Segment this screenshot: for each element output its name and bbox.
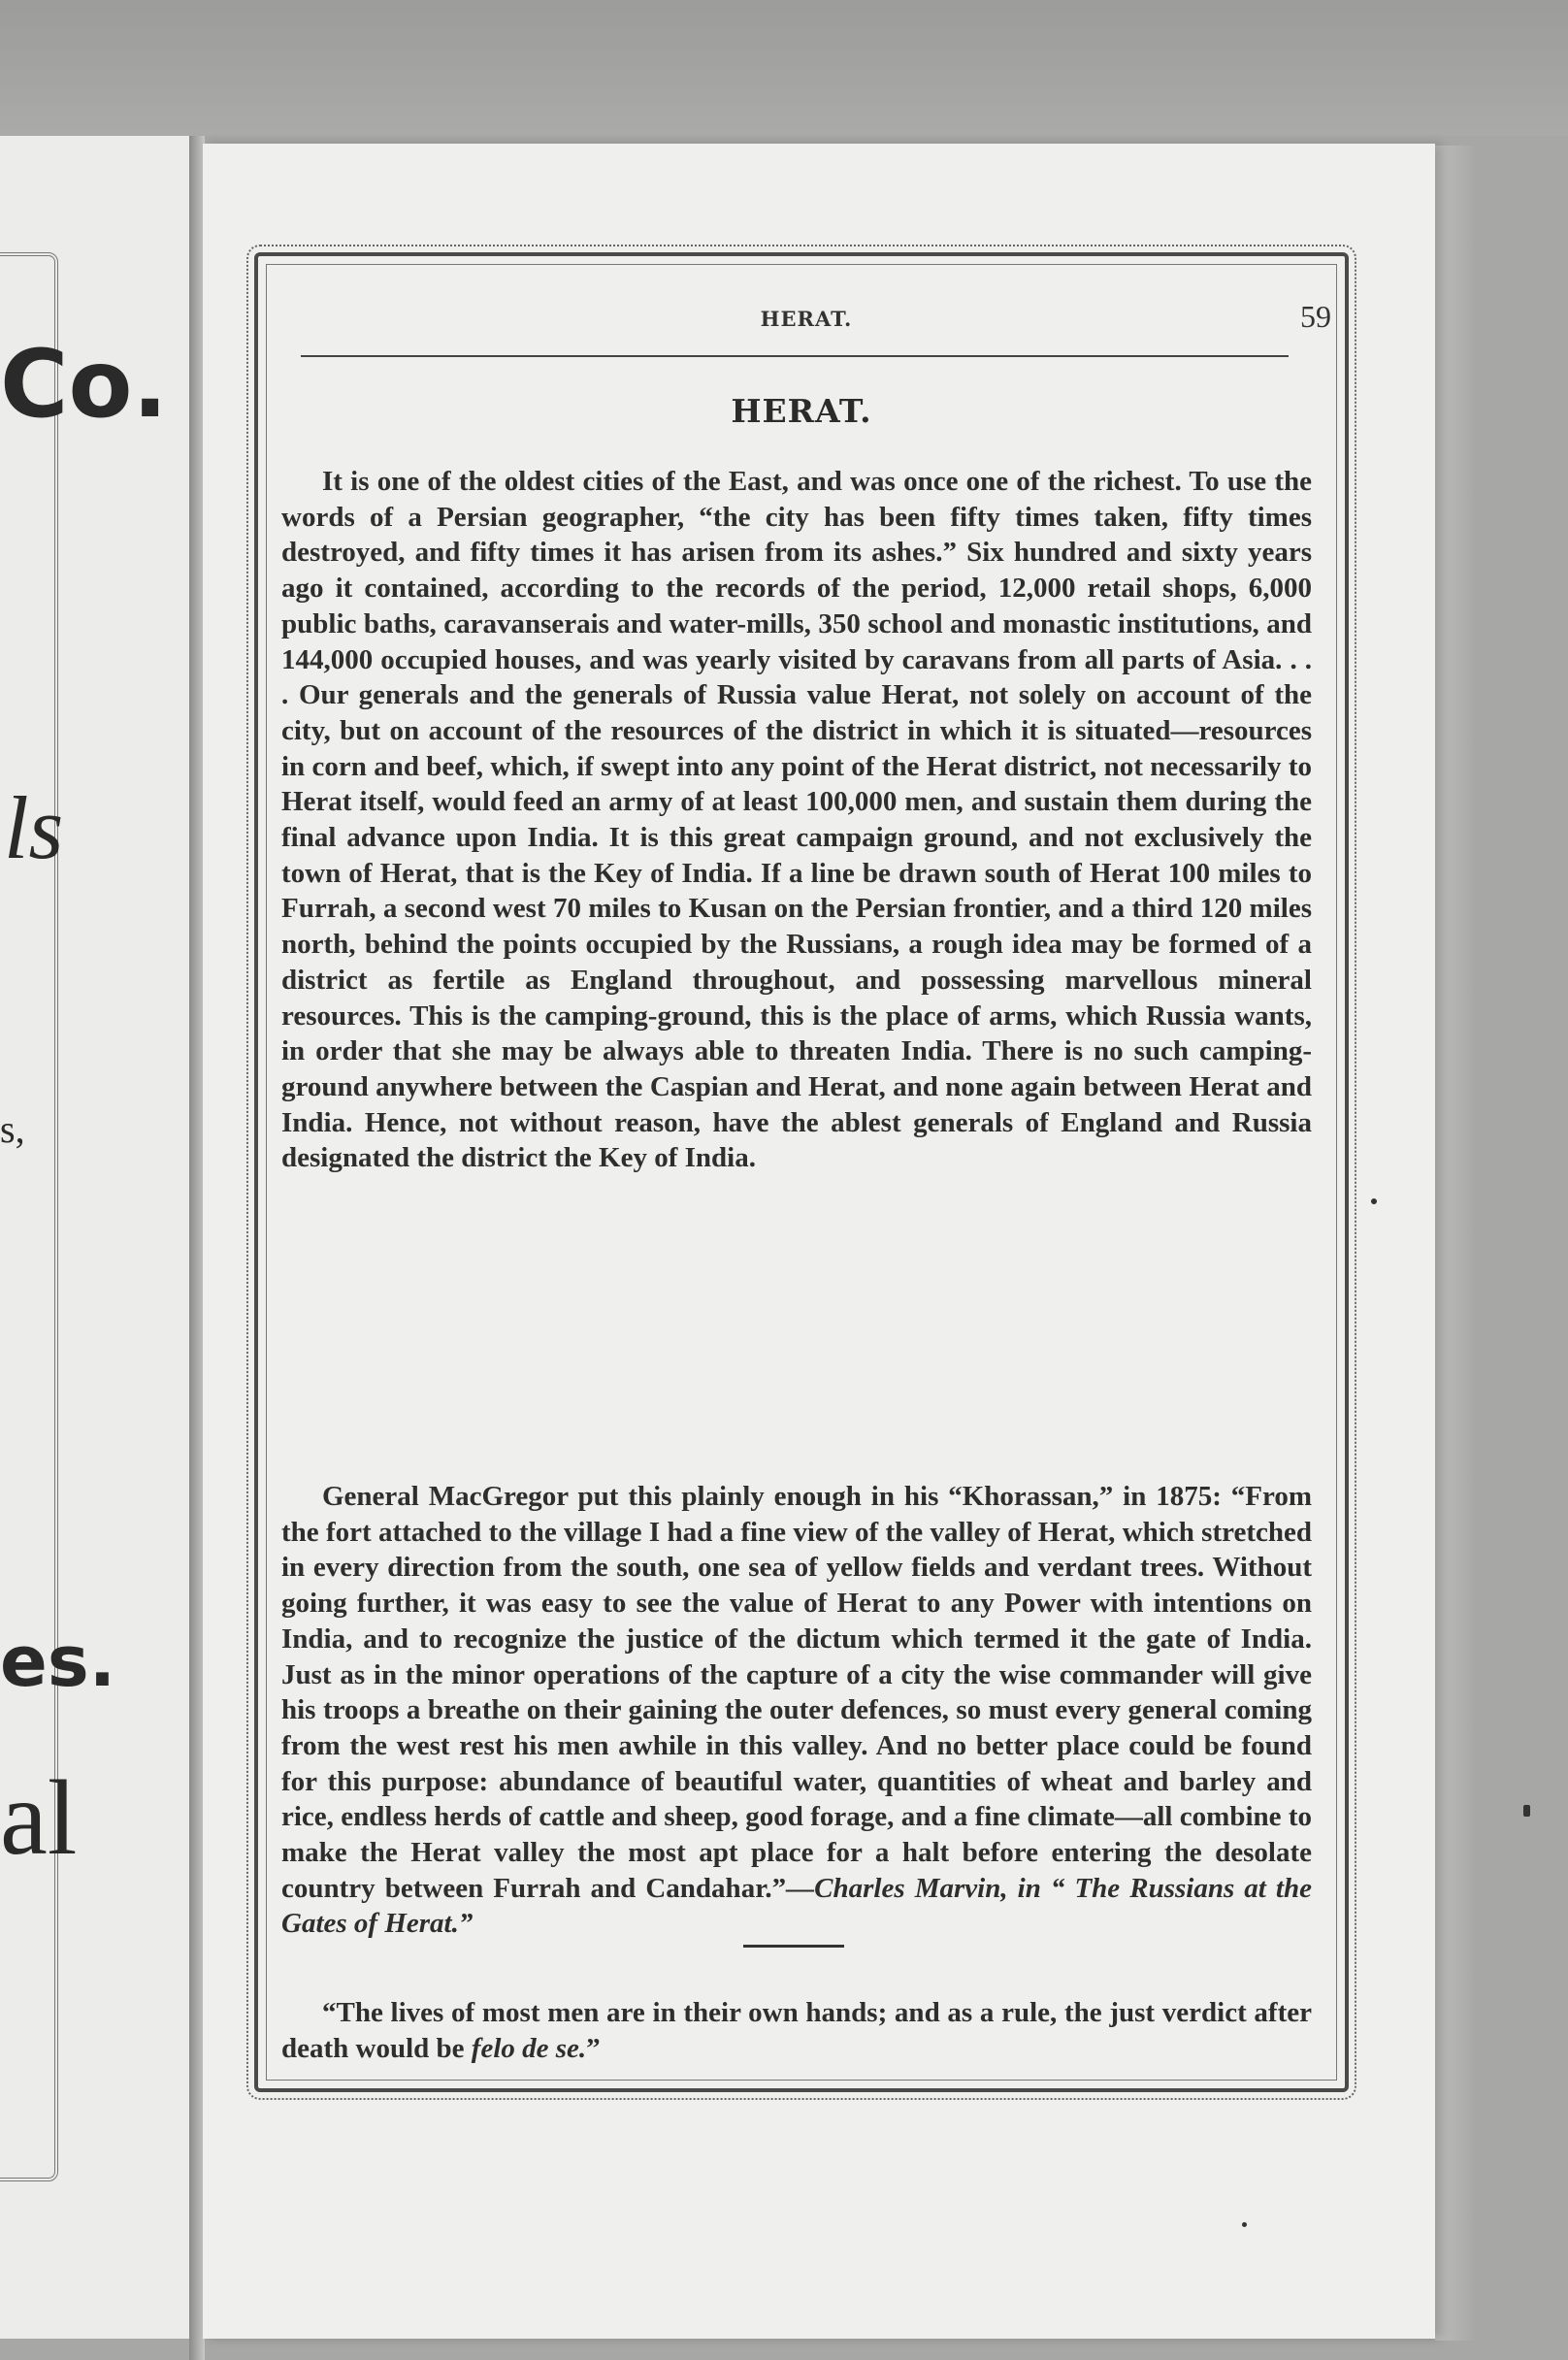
article-paragraph — [281, 1479, 1312, 1942]
quote-closing: ” — [586, 2032, 601, 2064]
page-number: 59 — [1300, 299, 1331, 334]
left-facing-page — [0, 136, 189, 2339]
closing-quote — [281, 1995, 1312, 2066]
article-paragraph: It is one of the oldest cities of the East, and was once one of the richest. To use the words of a Persian geographer, “the city has been fifty times taken, fifty times destroyed, and fifty times it has arisen from its ashes.” Six hundred and sixty years ago it contained, according to the records of the period, 12,000 retail shops, 6,000 public baths, caravanserais and water-mills, 350 school and monastic institutions, and 144,000 occupied houses, and was yearly visited by caravans from all parts of Asia. . . . Our generals and the generals of Russia value Herat, not solely on account of the city, but on account of the resources of the district in which it is situated—resources in corn and beef, which, if swept into any point of the Herat district, not necessarily to Herat itself, would feed an army of at least 100,000 men, and sustain them during the final advance upon India. It is this great campaign ground, and not exclusively the town of Herat, that is the Key of India. If a line be drawn south of Herat 100 miles to Furrah, a second west 70 miles to Kusan on the Persian frontier, and a third 120 miles north, behind the points occupied by the Russians, a rough idea may be formed of a district as fertile as England throughout, and possessing marvellous mineral resources. This is the camping-ground, this is the place of arms, which Russia wants, in order that she may be always able to threaten India. There is no such camping-ground anywhere between the Caspian and Herat, and none again between Herat and India. Hence, not without reason, have the ablest generals of England and Russia designated the district the Key of India. — [281, 466, 1312, 1174]
scan-speck — [1242, 2222, 1247, 2227]
article-attribution: —Charles Marvin, in “ The Russians at the Gates of Herat.” — [281, 1872, 1312, 1940]
left-page-fragment: Co. — [0, 330, 168, 439]
scan-speck — [1523, 1805, 1530, 1817]
left-page-border — [0, 252, 58, 2181]
scan-background — [0, 0, 1568, 136]
left-page-fragment: s, — [0, 1107, 25, 1151]
article-title: HERAT. — [731, 392, 872, 430]
left-page-fragment: ls — [4, 778, 64, 877]
book-page — [203, 144, 1435, 2339]
page-edge — [1435, 146, 1474, 2341]
section-divider — [743, 1945, 844, 1948]
quote-text: “The lives of most men are in their own hands; and as a rule, the just verdict after death would be — [281, 1997, 1312, 2064]
article-paragraph-text: General MacGregor put this plainly enough in his “Khorassan,” in 1875: “From the fort attached to the village I had a fine view of the valley of Herat, which stretched in every direction from the south, one sea of yellow fields and verdant trees. Without going further, it was easy to see the value of Herat to any Power with intentions on India, and to recognize the justice of the dictum which termed it the gate of India. Just as in the minor operations of the capture of a city the wise commander will give his troops a breathe on their gaining the outer defences, so must every general coming from the west rest his men awhile in this valley. And no better place could be found for this purpose: abundance of beautiful water, quantities of wheat and barley and rice, endless herds of cattle and sheep, good forage, and a fine climate—all combine to make the Herat valley the most apt place for a halt before entering the desolate country between Furrah and Candahar.” — [281, 1481, 1312, 1904]
page-border-frame — [254, 252, 1349, 2092]
running-head: HERAT. — [760, 307, 853, 331]
header-rule — [301, 355, 1289, 357]
scan-speck — [1371, 1198, 1377, 1204]
quote-italic: felo de se. — [471, 2032, 587, 2064]
left-page-fragment: al — [0, 1758, 78, 1877]
left-page-fragment: es. — [0, 1621, 116, 1702]
